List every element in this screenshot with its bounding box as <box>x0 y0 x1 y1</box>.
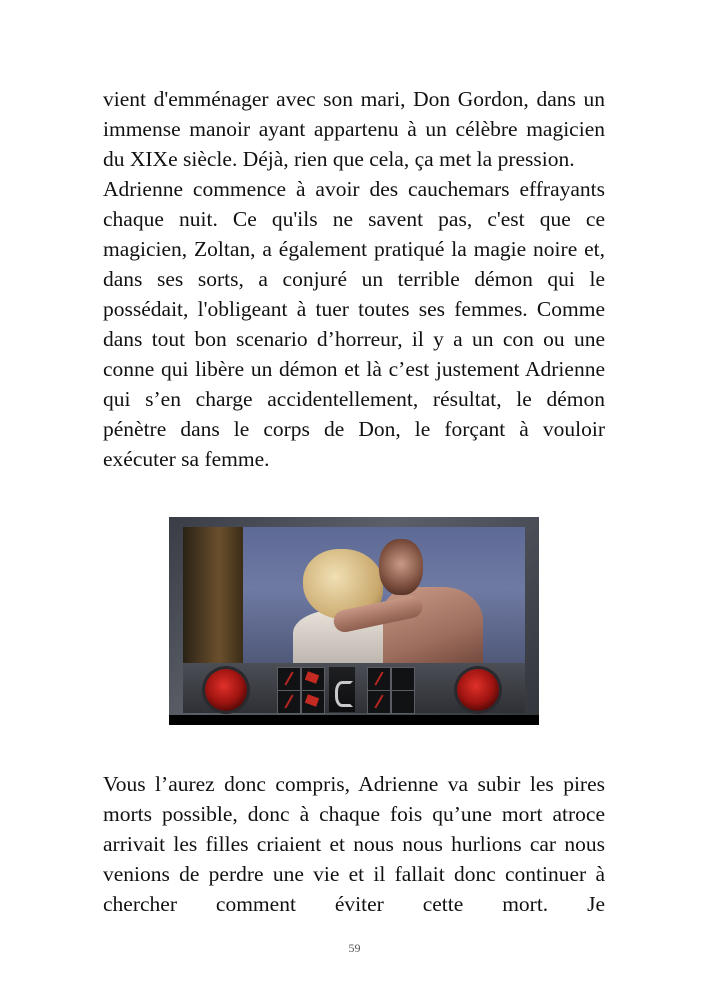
red-orb-icon[interactable] <box>457 669 499 711</box>
key-icon <box>284 672 293 686</box>
demon-face-icon[interactable] <box>205 669 247 711</box>
inventory-slot[interactable] <box>301 690 325 714</box>
p-logo-icon[interactable] <box>329 667 355 712</box>
door <box>183 527 243 665</box>
inventory-slot[interactable] <box>391 667 415 691</box>
inventory-slot[interactable] <box>301 667 325 691</box>
bottom-bar <box>169 715 539 725</box>
inventory-slot[interactable] <box>277 690 301 714</box>
text-block-top <box>103 84 605 474</box>
inventory-slot[interactable] <box>367 667 391 691</box>
wand-icon <box>374 672 383 686</box>
inventory-slot[interactable] <box>391 690 415 714</box>
key-icon <box>284 695 293 709</box>
page-number: 59 <box>348 941 361 955</box>
inventory-slot[interactable] <box>367 690 391 714</box>
wand-icon <box>374 695 383 709</box>
paragraph: vient d'emménager avec son mari, Don Gordon, dans un immense manoir ayant appartenu à un célèbre magicien du XIXe siècle. Déjà, rien que cela, ça met la pression. <box>103 87 605 171</box>
p-glyph <box>335 681 353 707</box>
paragraph: Vous l’aurez donc compris, Adrienne va subir les pires morts possible, donc à chaque fois qu’une mort atroce arrivait les filles criaient et nous nous hurlions car nous venions de perdre une vie et il fallait donc continuer à chercher comment éviter cette mort. Je <box>103 772 605 916</box>
card-icon <box>305 694 319 707</box>
game-scene-image <box>183 527 525 665</box>
inventory-slot[interactable] <box>277 667 301 691</box>
game-screenshot <box>169 517 539 725</box>
card-icon <box>305 671 319 684</box>
text-block-bottom <box>103 769 605 919</box>
paragraph: Adrienne commence à avoir des cauchemars effrayants chaque nuit. Ce qu'ils ne savent pas, c'est que ce magicien, Zoltan, a également pratiqué la magie noire et, dans ses sorts, a conjuré un terrible démon qui le possédait, l'obligeant à tuer toutes ses femmes. Comme dans tout bon scenario d’horreur, il y a un con ou une conne qui libère un démon et là c’est justement Adrienne qui s’en charge accidentellement, résultat, le démon pénètre dans le corps de Don, le forçant à vouloir exécuter sa femme. <box>103 177 605 471</box>
man-head <box>379 539 423 595</box>
